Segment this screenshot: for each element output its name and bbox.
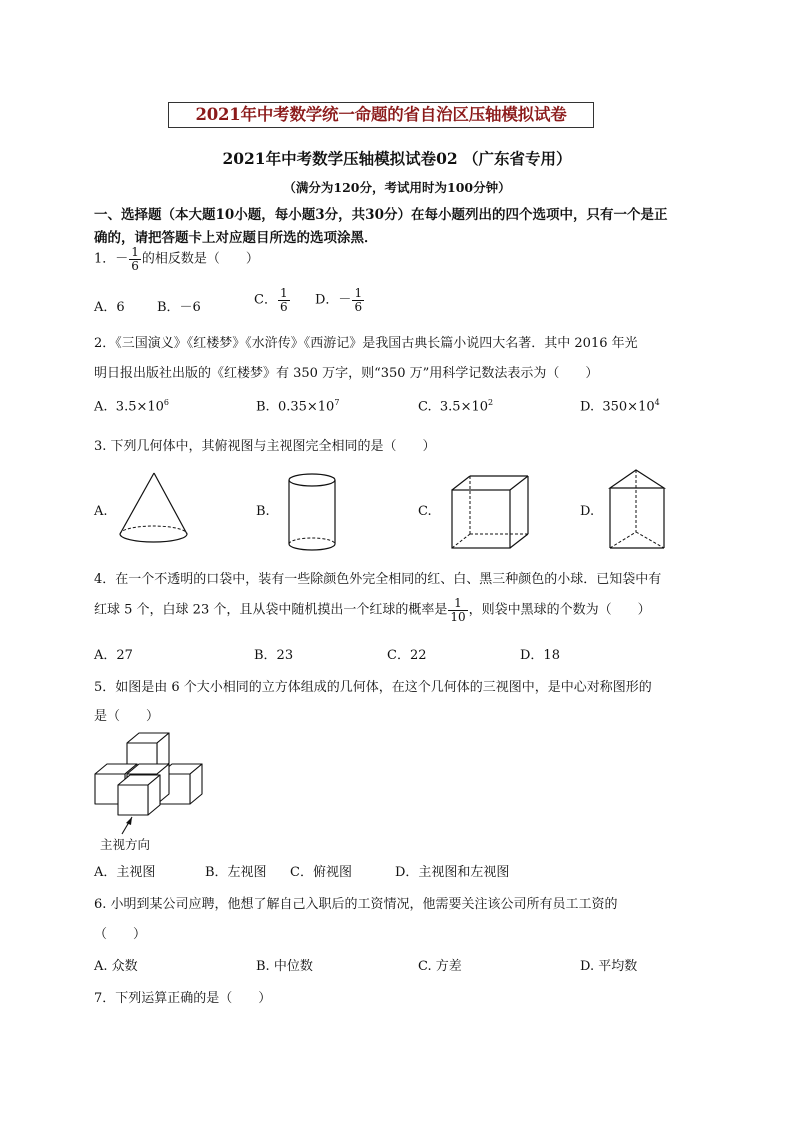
q2-option-a bbox=[94, 398, 169, 414]
q6-option-a: A. 众数 bbox=[94, 959, 138, 974]
q6-stem-line2: （ ） bbox=[94, 927, 147, 942]
q4-probability-fraction bbox=[448, 597, 467, 623]
q6-option-c: C. 方差 bbox=[418, 959, 462, 974]
q3-stem: 3. 下列几何体中，其俯视图与主视图完全相同的是（ ） bbox=[94, 439, 436, 454]
q2-option-c-label: C. bbox=[418, 399, 432, 415]
q1-option-d bbox=[315, 287, 365, 313]
q3-option-c: C. bbox=[418, 504, 432, 519]
q2-option-c bbox=[418, 398, 493, 414]
q3-option-b: B. bbox=[256, 504, 270, 519]
q2-option-d bbox=[580, 398, 660, 414]
q1-numerator: 1 bbox=[131, 245, 139, 259]
q2-option-a-exponent: 6 bbox=[163, 398, 169, 407]
q2-option-b-exponent: 7 bbox=[334, 398, 340, 407]
q2-option-c-exponent: 2 bbox=[488, 398, 494, 407]
section-heading-line2: 确的，请把答题卡上对应题目所选的选项涂黑． bbox=[94, 230, 378, 246]
q2-option-b-label: B. bbox=[256, 399, 270, 415]
triangular-prism-figure bbox=[606, 468, 670, 552]
q1-option-c-label: C． bbox=[254, 292, 277, 308]
q1-prefix: 1．－ bbox=[94, 251, 129, 267]
q4-denominator: 10 bbox=[450, 609, 466, 624]
q5-option-c: C．俯视图 bbox=[290, 865, 352, 880]
q2-option-d-base: 350×10 bbox=[602, 399, 655, 415]
q2-option-a-base: 3.5×10 bbox=[115, 399, 164, 415]
q3-option-a: A. bbox=[94, 504, 108, 519]
q1-option-c bbox=[254, 287, 291, 313]
q1-option-a: A．6 bbox=[94, 300, 125, 315]
q1-option-d-denominator: 6 bbox=[354, 299, 363, 314]
q1-fraction bbox=[129, 246, 141, 272]
q1-option-d-label: D．－ bbox=[315, 292, 352, 308]
q5-option-d: D．主视图和左视图 bbox=[395, 865, 510, 880]
q2-option-d-exponent: 4 bbox=[654, 398, 660, 407]
q4-option-a: A．27 bbox=[94, 648, 133, 663]
q4-stem-line1: 4．在一个不透明的口袋中，装有一些除颜色外完全相同的红、白、黑三种颜色的小球．已知袋中有 bbox=[94, 572, 662, 587]
viewing-direction-label: 主视方向 bbox=[100, 837, 151, 852]
q2-option-a-label: A. bbox=[94, 399, 108, 415]
q5-option-a: A．主视图 bbox=[94, 865, 156, 880]
q2-option-b bbox=[256, 398, 339, 414]
q4-option-b: B．23 bbox=[254, 648, 294, 663]
q4-option-c: C．22 bbox=[387, 648, 427, 663]
q1-option-c-fraction bbox=[278, 287, 290, 313]
q1-option-c-denominator: 6 bbox=[279, 299, 288, 314]
exam-series-banner: 2021年中考数学统一命题的省自治区压轴模拟试卷 bbox=[168, 102, 594, 128]
q4-stem-line2 bbox=[94, 597, 651, 623]
q1-option-c-numerator: 1 bbox=[279, 286, 288, 300]
cylinder-figure bbox=[284, 472, 340, 556]
q1-option-d-fraction bbox=[352, 287, 364, 313]
q1-suffix: 的相反数是（ ） bbox=[141, 251, 259, 267]
cone-figure bbox=[112, 470, 192, 550]
q4-stem-line2-pre: 红球 5 个，白球 23 个，且从袋中随机摸出一个红球的概率是 bbox=[94, 602, 448, 618]
q3-option-d: D. bbox=[580, 504, 595, 519]
q1-option-d-numerator: 1 bbox=[354, 286, 363, 300]
page-title: 2021年中考数学压轴模拟试卷02 （广东省专用） bbox=[222, 149, 572, 168]
six-cube-solid-figure bbox=[90, 730, 212, 848]
q5-option-b: B．左视图 bbox=[205, 865, 267, 880]
q7-stem: 7．下列运算正确的是（ ） bbox=[94, 991, 272, 1006]
q1-option-b: B．－6 bbox=[157, 300, 201, 315]
q2-stem-line2: 明日报出版社出版的《红楼梦》有 350 万字，则“350 万”用科学记数法表示为（ ） bbox=[94, 366, 599, 381]
q4-numerator: 1 bbox=[448, 597, 467, 611]
q4-stem-line2-post: ，则袋中黑球的个数为（ ） bbox=[468, 602, 651, 618]
q6-option-d: D. 平均数 bbox=[580, 959, 638, 974]
q2-option-d-label: D. bbox=[580, 399, 595, 415]
page-subtitle: （满分为120分，考试用时为100分钟） bbox=[283, 180, 511, 195]
q5-stem-line1: 5．如图是由 6 个大小相同的立方体组成的几何体，在这个几何体的三视图中，是中心对称图形的 bbox=[94, 680, 652, 695]
q2-option-b-base: 0.35×10 bbox=[277, 399, 335, 415]
section-heading-line1: 一、选择题（本大题10小题，每小题3分，共30分）在每小题列出的四个选项中，只有一个是正 bbox=[94, 207, 668, 223]
q4-option-d: D．18 bbox=[520, 648, 560, 663]
cube-figure bbox=[448, 474, 532, 554]
q1-denominator: 6 bbox=[131, 258, 139, 273]
q6-stem-line1: 6. 小明到某公司应聘，他想了解自己入职后的工资情况，他需要关注该公司所有员工工资的 bbox=[94, 897, 618, 912]
q5-stem-line2: 是（ ） bbox=[94, 709, 160, 724]
q2-option-c-base: 3.5×10 bbox=[439, 399, 488, 415]
question-1 bbox=[94, 246, 259, 272]
q6-option-b: B. 中位数 bbox=[256, 959, 313, 974]
q2-stem-line1: 2．《三国演义》《红楼梦》《水浒传》《西游记》是我国古典长篇小说四大名著．其中 2016 年光 bbox=[94, 336, 638, 351]
